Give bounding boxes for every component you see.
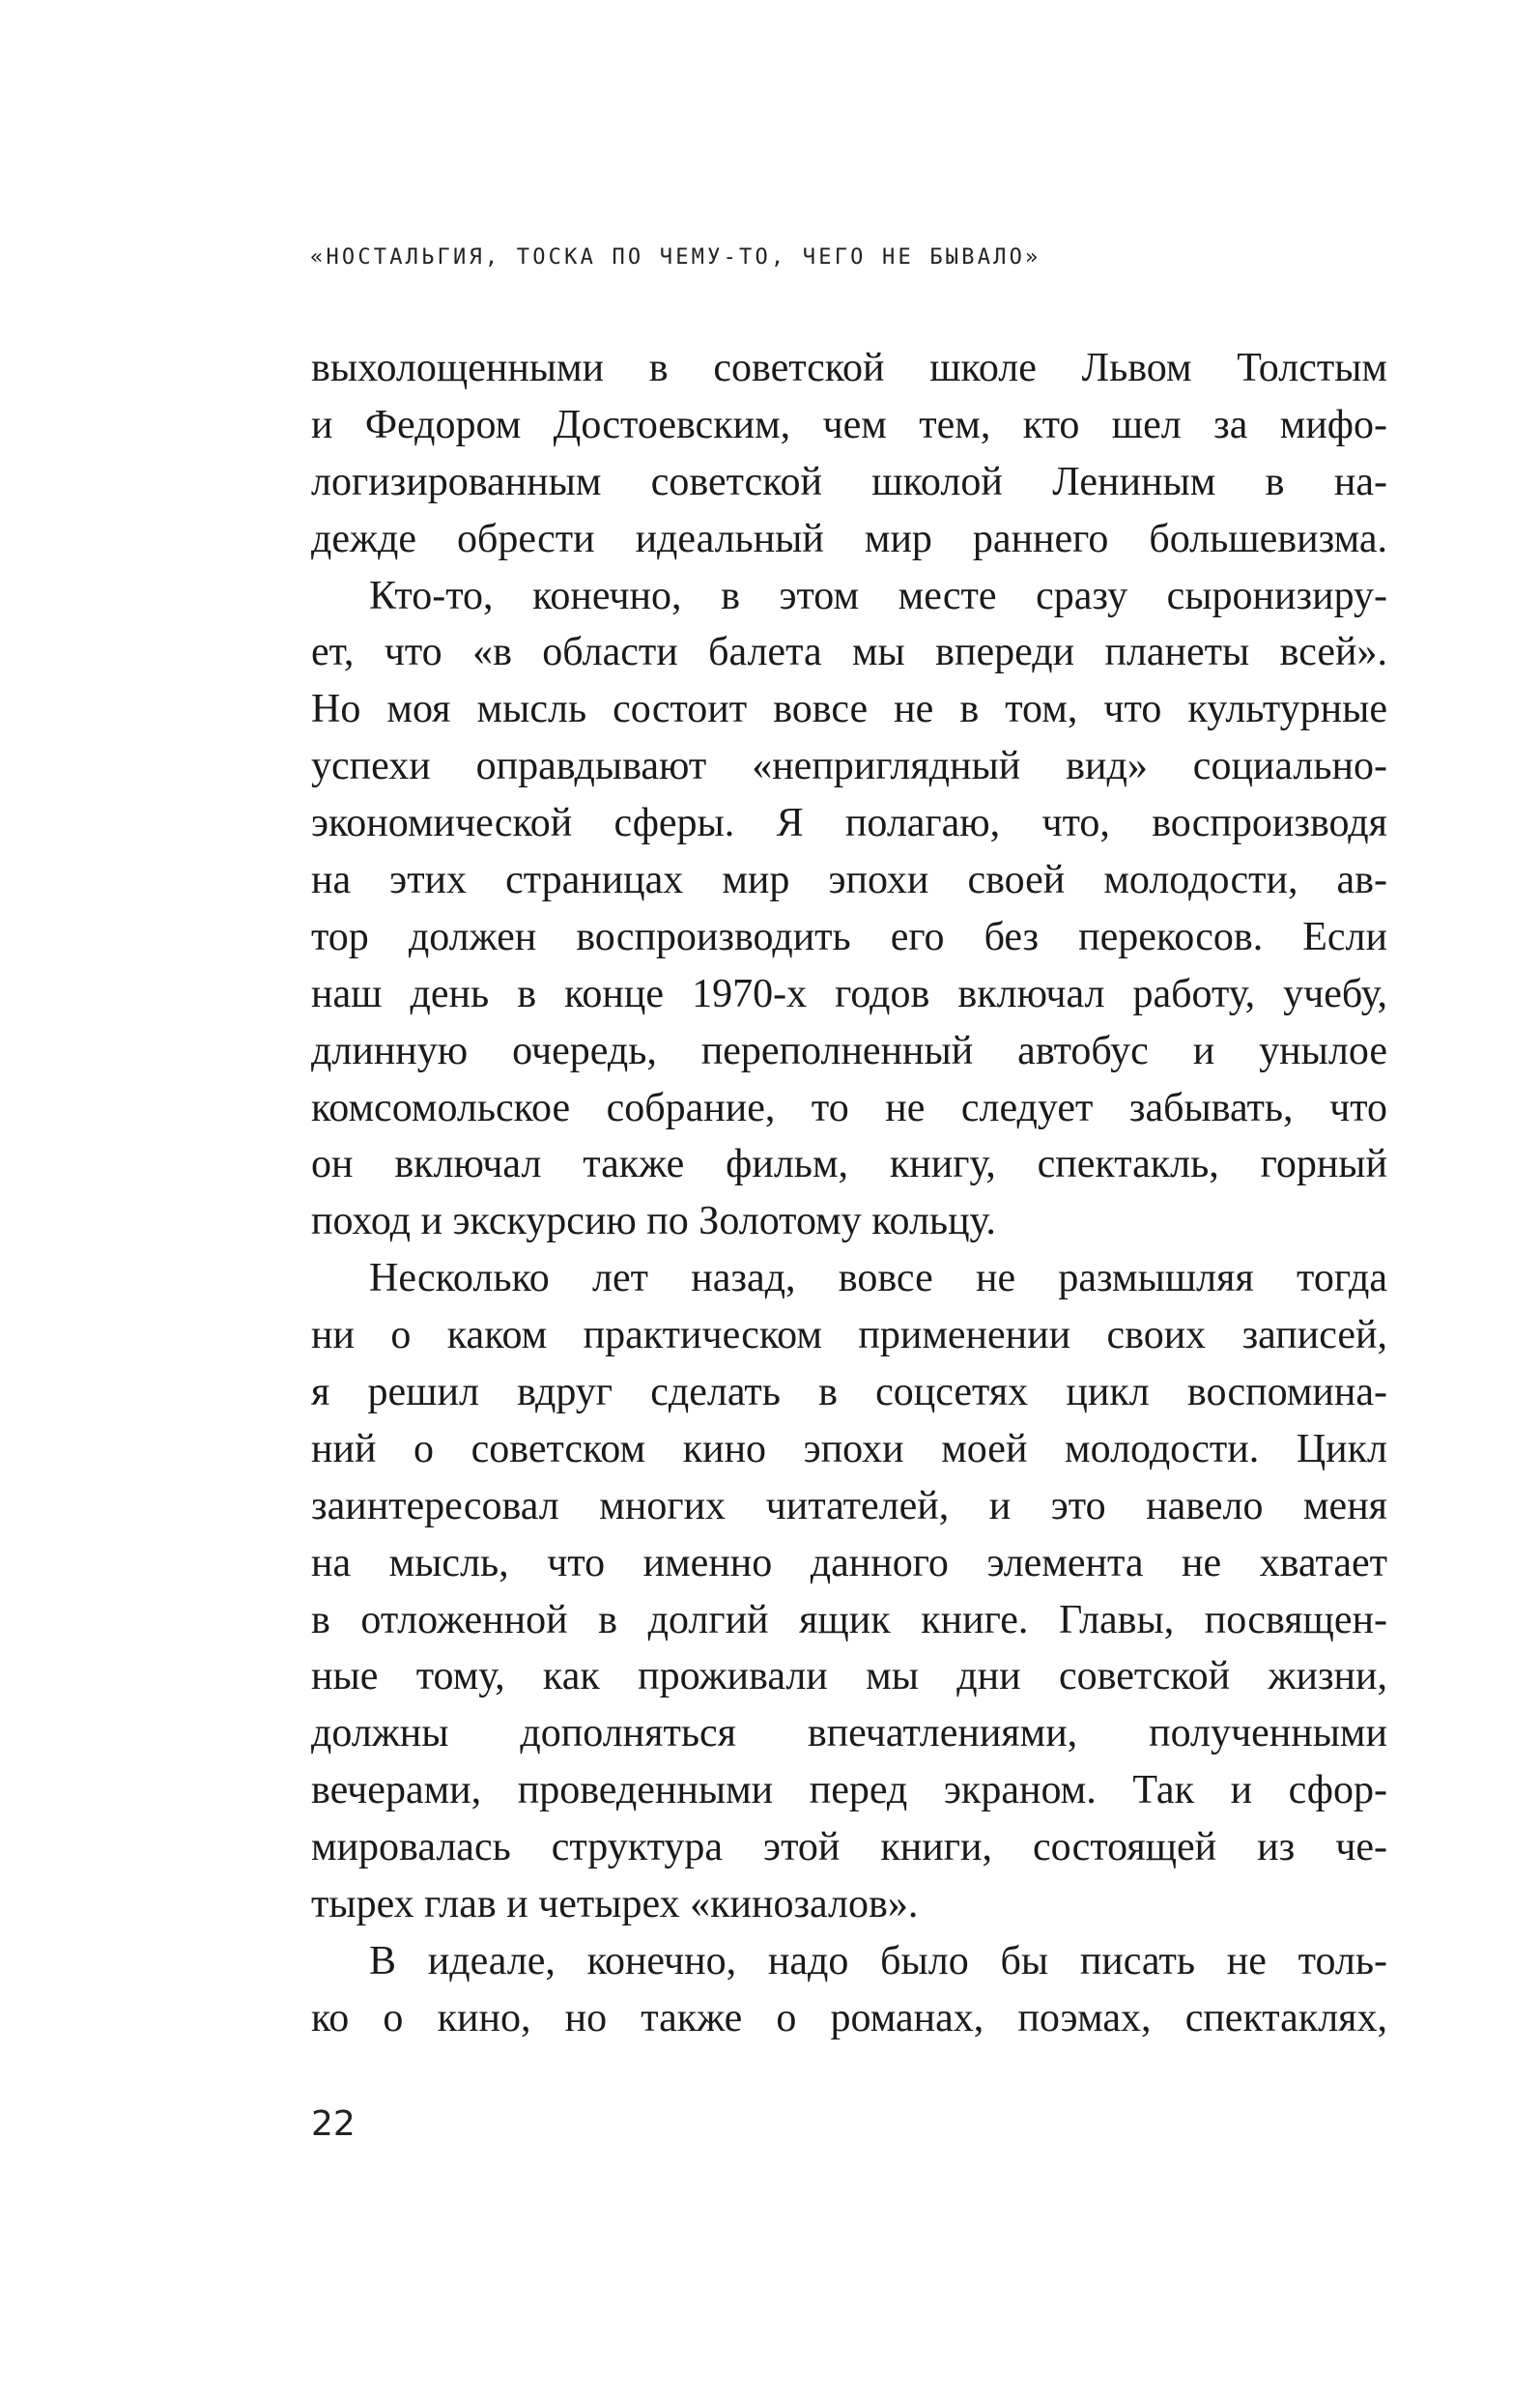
text-line: тырех глав и четырех «кинозалов». bbox=[311, 1882, 919, 1927]
paragraph bbox=[311, 568, 1387, 1251]
body-text bbox=[311, 340, 1387, 2047]
text-line: в отложенной в долгий ящик книге. Главы, посвящен- bbox=[311, 1597, 1387, 1642]
text-line: на этих страницах мир эпохи своей молодости, ав- bbox=[311, 858, 1387, 903]
text-line: логизированным советской школой Лениным в на- bbox=[311, 459, 1387, 504]
text-line: ний о советском кино эпохи моей молодости. Цикл bbox=[311, 1426, 1387, 1471]
text-line: успехи оправдывают «неприглядный вид» социально- bbox=[311, 744, 1387, 789]
text-line: экономической сферы. Я полагаю, что, воспроизводя bbox=[311, 801, 1387, 846]
text-line: вечерами, проведенными перед экраном. Так и сфор- bbox=[311, 1768, 1387, 1813]
text-line: ные тому, как проживали мы дни советской жизни, bbox=[311, 1654, 1387, 1699]
text-line: Но моя мысль состоит вовсе не в том, что культурные bbox=[311, 687, 1387, 732]
text-line: Кто-то, конечно, в этом месте сразу сыронизиру- bbox=[369, 573, 1387, 618]
text-line: ет, что «в области балета мы впереди планеты всей». bbox=[311, 630, 1387, 675]
text-line: дежде обрести идеальный мир раннего большевизма. bbox=[311, 516, 1387, 561]
page-number: 22 bbox=[311, 2104, 356, 2144]
text-line: на мысль, что именно данного элемента не хватает bbox=[311, 1540, 1387, 1585]
text-line: выхолощенными в советской школе Львом Толстым bbox=[311, 346, 1387, 390]
text-line: поход и экскурсию по Золотому кольцу. bbox=[311, 1199, 996, 1244]
text-line: он включал также фильм, книгу, спектакль, горный bbox=[311, 1142, 1387, 1187]
text-line: ко о кино, но также о романах, поэмах, спектаклях, bbox=[311, 1995, 1387, 2040]
text-line: я решил вдруг сделать в соцсетях цикл воспомина- bbox=[311, 1370, 1387, 1415]
running-header: «НОСТАЛЬГИЯ, ТОСКА ПО ЧЕМУ-ТО, ЧЕГО НЕ БЫВАЛО» bbox=[310, 245, 1041, 270]
text-line: тор должен воспроизводить его без перекосов. Если bbox=[311, 914, 1387, 959]
text-line: мировалась структура этой книги, состоящей из че- bbox=[311, 1825, 1387, 1870]
text-line: ни о каком практическом применении своих записей, bbox=[311, 1313, 1387, 1358]
paragraph bbox=[311, 1250, 1387, 1933]
paragraph bbox=[311, 340, 1387, 568]
text-line: длинную очередь, переполненный автобус и унылое bbox=[311, 1028, 1387, 1073]
text-line: заинтересовал многих читателей, и это навело меня bbox=[311, 1483, 1387, 1528]
text-line: Несколько лет назад, вовсе не размышляя тогда bbox=[369, 1256, 1387, 1301]
text-line: должны дополняться впечатлениями, полученными bbox=[311, 1711, 1387, 1756]
text-line: В идеале, конечно, надо было бы писать не толь- bbox=[369, 1938, 1387, 1983]
text-line: наш день в конце 1970-х годов включал работу, учебу, bbox=[311, 971, 1387, 1016]
text-line: и Федором Достоевским, чем тем, кто шел за мифо- bbox=[311, 402, 1387, 447]
paragraph bbox=[311, 1933, 1387, 2047]
text-line: комсомольское собрание, то не следует забывать, что bbox=[311, 1085, 1387, 1130]
